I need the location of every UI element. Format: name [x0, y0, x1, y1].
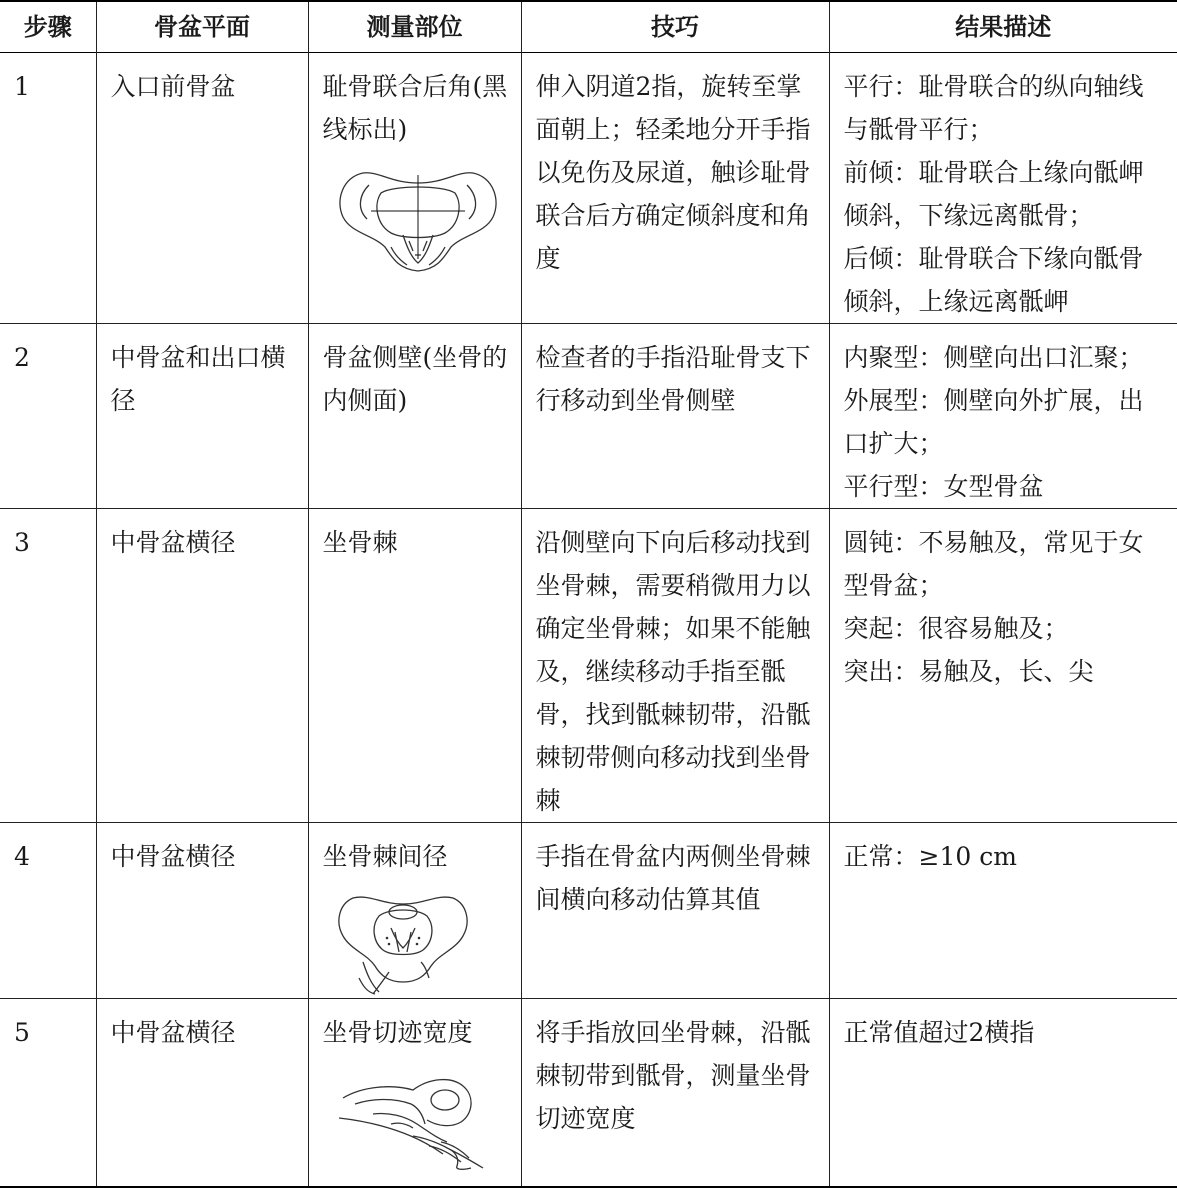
table-row: [0, 509, 1177, 823]
result-line: 内聚型：侧壁向出口汇聚；: [843, 343, 1144, 372]
result-line: 外展型：侧壁向外扩展，出口扩大；: [843, 386, 1144, 458]
technique-cell: 检查者的手指沿耻骨支下行移动到坐骨侧壁: [521, 324, 829, 509]
result-line: 前倾：耻骨联合上缘向骶岬倾斜，下缘远离骶骨；: [843, 158, 1144, 230]
site-cell: 骨盆侧壁(坐骨的内侧面): [308, 324, 521, 509]
result-line: 正常值超过2横指: [843, 1018, 1035, 1047]
table-row: [0, 823, 1177, 999]
header-plane: 骨盆平面: [96, 1, 308, 53]
pelvis-hand-illustration: [333, 882, 509, 997]
technique-cell: 手指在骨盆内两侧坐骨棘间横向移动估算其值: [521, 823, 829, 999]
table-header-row: [0, 1, 1177, 53]
technique-cell: 沿侧壁向下向后移动找到坐骨棘，需要稍微用力以确定坐骨棘；如果不能触及，继续移动手指至骶骨，找到骶棘韧带，沿骶棘韧带侧向移动找到坐骨棘: [521, 509, 829, 823]
step-cell: 3: [0, 509, 96, 823]
plane-cell: 中骨盆横径: [96, 823, 308, 999]
result-line: 圆钝：不易触及，常见于女型骨盆；: [843, 528, 1144, 600]
table-row: [0, 999, 1177, 1187]
plane-cell: 中骨盆横径: [96, 509, 308, 823]
header-result: 结果描述: [829, 1, 1177, 53]
result-line: 突起：很容易触及；: [843, 614, 1069, 643]
table-row: [0, 53, 1177, 324]
plane-cell: 中骨盆横径: [96, 999, 308, 1187]
site-cell: [308, 823, 521, 999]
technique-cell: 将手指放回坐骨棘，沿骶棘韧带到骶骨，测量坐骨切迹宽度: [521, 999, 829, 1187]
step-cell: 4: [0, 823, 96, 999]
site-text: 坐骨棘间径: [322, 842, 448, 871]
plane-cell: 入口前骨盆: [96, 53, 308, 324]
sciatic-notch-illustration: [333, 1058, 509, 1173]
result-cell: [829, 999, 1177, 1187]
result-line: 正常：≥10 cm: [843, 842, 1017, 871]
header-step: 步骤: [0, 1, 96, 53]
site-cell: [308, 53, 521, 324]
pelvis-front-illustration: [333, 155, 509, 275]
step-cell: 1: [0, 53, 96, 324]
result-line: 突出：易触及，长、尖: [843, 657, 1094, 686]
header-site: 测量部位: [308, 1, 521, 53]
step-cell: 5: [0, 999, 96, 1187]
site-cell: [308, 999, 521, 1187]
site-text: 坐骨切迹宽度: [322, 1018, 473, 1047]
result-cell: [829, 324, 1177, 509]
table-row: [0, 324, 1177, 509]
technique-cell: 伸入阴道2指，旋转至掌面朝上；轻柔地分开手指以免伤及尿道，触诊耻骨联合后方确定倾斜度和角度: [521, 53, 829, 324]
site-text: 耻骨联合后角(黑线标出): [322, 72, 508, 144]
step-cell: 2: [0, 324, 96, 509]
plane-cell: 中骨盆和出口横径: [96, 324, 308, 509]
result-cell: [829, 823, 1177, 999]
header-technique: 技巧: [521, 1, 829, 53]
result-cell: [829, 509, 1177, 823]
result-line: 平行：耻骨联合的纵向轴线与骶骨平行；: [843, 72, 1144, 144]
result-line: 平行型：女型骨盆: [843, 472, 1044, 501]
site-cell: 坐骨棘: [308, 509, 521, 823]
result-cell: [829, 53, 1177, 324]
result-line: 后倾：耻骨联合下缘向骶骨倾斜，上缘远离骶岬: [843, 244, 1144, 316]
